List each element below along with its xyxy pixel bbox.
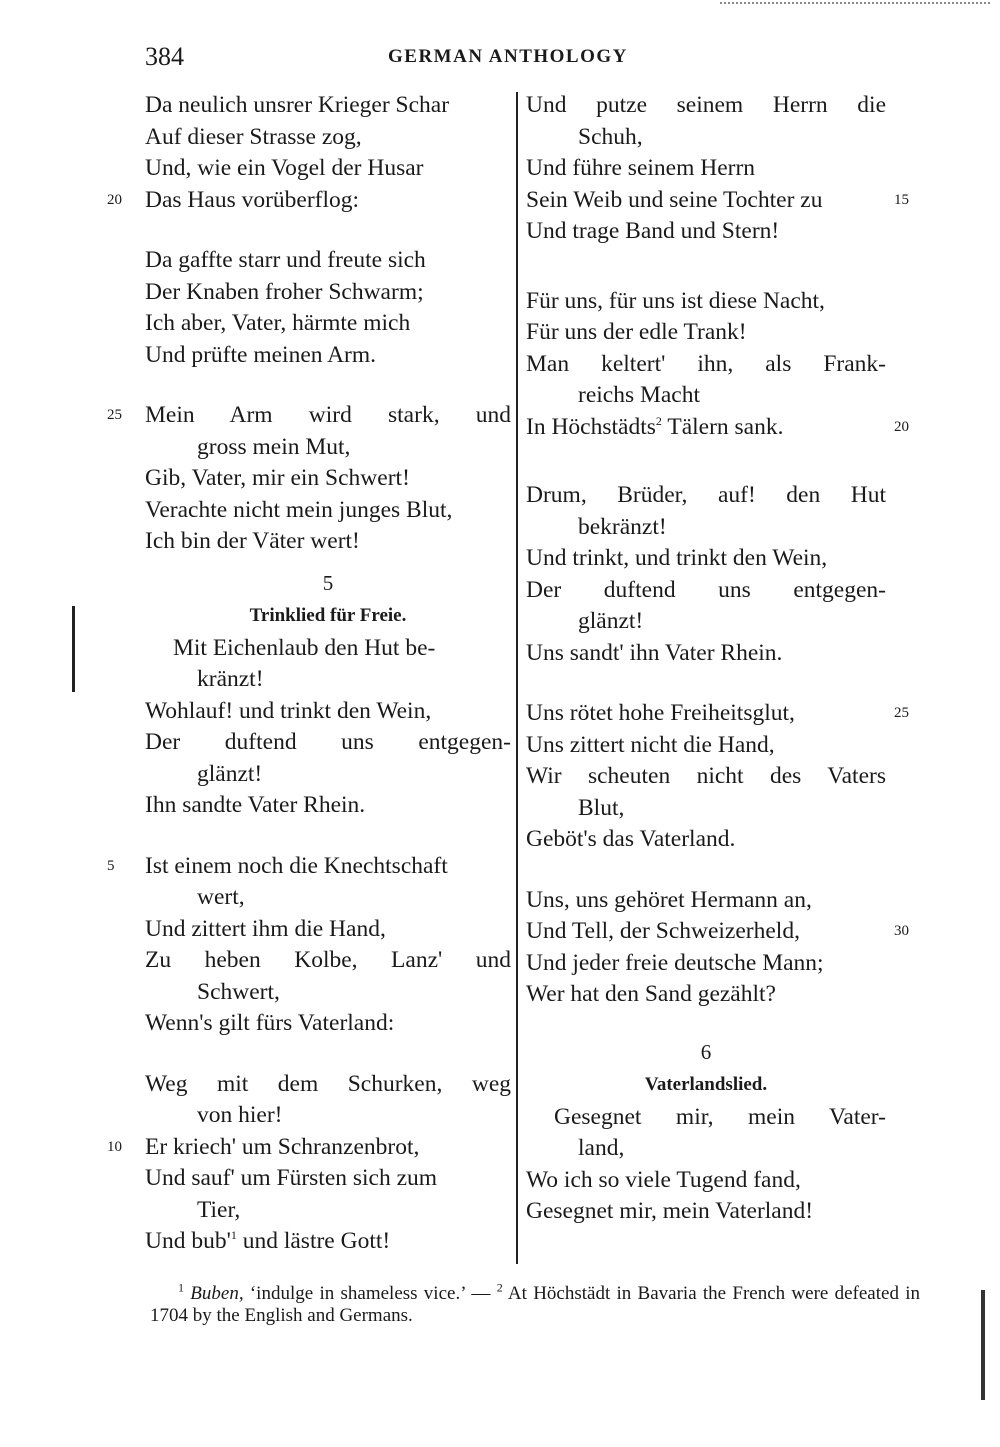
verse-line: Und trinkt, und trinkt den Wein, xyxy=(526,545,828,571)
footnote-ref: 2 xyxy=(655,413,662,428)
verse-line: Uns rötet hohe Freiheitsglut, 25 xyxy=(526,698,886,730)
verse-line: bekränzt! xyxy=(578,513,667,540)
verse-line: glänzt! xyxy=(197,760,263,787)
scan-artifact-dots xyxy=(720,2,990,6)
footnotes xyxy=(150,1280,921,1327)
footnote-term: Buben, xyxy=(190,1283,244,1304)
footnote-text: $^1$ Buben, ‘indulge in shameless vice.’ — $^2$ At Höchstädt in Bavaria the French were defeated in 1704 by the English and Germans. xyxy=(150,1280,921,1326)
verse-line: Blut, xyxy=(578,794,625,821)
verse-line: Gib, Vater, mir ein Schwert! xyxy=(145,465,410,491)
verse-line: Ich aber, Vater, härmte mich xyxy=(145,310,411,336)
scan-artifact-left-mark xyxy=(72,606,75,692)
verse-line: Für uns der edle Trank! xyxy=(526,319,747,345)
footnote-mark: 1 xyxy=(178,1280,184,1295)
line-number: 5 xyxy=(107,857,115,874)
verse-line: Geböt's das Vaterland. xyxy=(526,826,736,852)
running-title: GERMAN ANTHOLOGY xyxy=(388,46,628,67)
verse-line: Und putze seinem Herrn die xyxy=(526,92,886,118)
verse-line: Tier, xyxy=(197,1196,241,1223)
page-number: 384 xyxy=(145,42,184,71)
verse-line: Und, wie ein Vogel der Husar xyxy=(145,155,424,181)
verse-line: gross mein Mut, xyxy=(197,433,351,460)
verse-line: Gesegnet mir, mein Vaterland! xyxy=(526,1198,814,1224)
left-column xyxy=(107,90,511,1258)
verse-line: Gesegnet mir, mein Vater- xyxy=(554,1103,886,1130)
verse-line: 10 Er kriech' um Schranzenbrot, xyxy=(145,1132,511,1164)
verse-line: Verachte nicht mein junges Blut, xyxy=(145,496,453,523)
verse-line: Wohlauf! und trinkt den Wein, xyxy=(145,697,432,724)
section-number: 5 xyxy=(322,570,334,595)
verse-line: Da neulich unsrer Krieger Schar xyxy=(145,92,450,118)
verse-line: Wo ich so viele Tugend fand, xyxy=(526,1166,801,1193)
verse-line: Und führe seinem Herrn xyxy=(526,155,756,181)
verse-line: reichs Macht xyxy=(578,382,701,408)
scan-artifact-right-mark xyxy=(981,1290,985,1400)
line-number: 25 xyxy=(107,407,122,423)
footnote-ref: 1 xyxy=(230,1228,237,1243)
footnote-mark: 2 xyxy=(496,1280,503,1295)
verse-line: 20 Das Haus vorüberflog: xyxy=(145,185,511,217)
verse-line: Uns sandt' ihn Vater Rhein. xyxy=(526,639,783,666)
verse-line: Drum, Brüder, auf! den Hut xyxy=(526,482,886,508)
line-number: 20 xyxy=(107,191,122,208)
verse-line: Auf dieser Strasse zog, xyxy=(145,123,362,150)
verse-line: Mit Eichenlaub den Hut be- xyxy=(173,634,436,661)
verse-line: Und trage Band und Stern! xyxy=(526,218,780,244)
section-number: 6 xyxy=(700,1039,712,1064)
section-title: Trinklied für Freie. xyxy=(249,604,407,626)
verse-line: Und jeder freie deutsche Mann; xyxy=(526,949,824,976)
verse-line: Der Knaben froher Schwarm; xyxy=(145,278,424,305)
verse-line: Ich bin der Väter wert! xyxy=(145,528,360,554)
verse-line: Für uns, für uns ist diese Nacht, xyxy=(526,287,825,314)
verse-line: Wenn's gilt fürs Vaterland: xyxy=(145,1010,395,1036)
verse-line: Schuh, xyxy=(578,123,643,150)
line-number: 20 xyxy=(894,418,909,435)
verse-line: Zu heben Kolbe, Lanz' und xyxy=(145,947,511,973)
verse-line: Und prüfte meinen Arm. xyxy=(145,341,377,368)
line-number: 15 xyxy=(894,191,909,208)
verse-line: Wer hat den Sand gezählt? xyxy=(526,981,776,1007)
verse-line: Schwert, xyxy=(197,978,280,1005)
verse-line: Der duftend uns entgegen- xyxy=(526,576,886,603)
verse-line: Wir scheuten nicht des Vaters xyxy=(526,763,886,789)
verse-line: Der duftend uns entgegen- xyxy=(145,729,511,755)
verse-line: kränzt! xyxy=(197,666,264,692)
verse-line: Und zittert ihm die Hand, xyxy=(145,915,386,942)
verse-line: Und Tell, der Schweizerheld, 30 xyxy=(526,916,886,948)
verse-line: Uns zittert nicht die Hand, xyxy=(526,731,775,758)
verse-line: In Höchstädts$^2$ Tälern sank. 20 xyxy=(526,412,886,444)
column-divider xyxy=(516,92,518,1264)
verse-line: Ihn sandte Vater Rhein. xyxy=(145,792,366,818)
line-number: 10 xyxy=(107,1138,122,1155)
line-number: 25 xyxy=(894,705,909,721)
verse-line: Da gaffte starr und freute sich xyxy=(145,247,426,273)
verse-line: Sein Weib und seine Tochter zu 15 xyxy=(526,185,886,217)
verse-line: 5 Ist einem noch die Knechtschaft xyxy=(145,851,511,883)
verse-line: Man keltert' ihn, als Frank- xyxy=(526,350,886,377)
verse-line: Und $bub'^1$ und lästre Gott! xyxy=(145,1228,391,1254)
verse-line: wert, xyxy=(197,884,245,910)
section-title: Vaterlandslied. xyxy=(644,1073,768,1095)
verse-line: 25 Mein Arm wird stark, und xyxy=(145,400,511,432)
verse-line: von hier! xyxy=(197,1102,283,1128)
verse-line: land, xyxy=(578,1135,625,1161)
line-number: 30 xyxy=(894,923,909,939)
right-column xyxy=(526,90,909,1228)
page-header xyxy=(0,40,1000,80)
verse-line: Uns, uns gehöret Hermann an, xyxy=(526,886,812,913)
verse-line: glänzt! xyxy=(578,608,644,634)
verse-line: Und sauf' um Fürsten sich zum xyxy=(145,1165,438,1191)
verse-line: Weg mit dem Schurken, weg xyxy=(145,1070,511,1097)
